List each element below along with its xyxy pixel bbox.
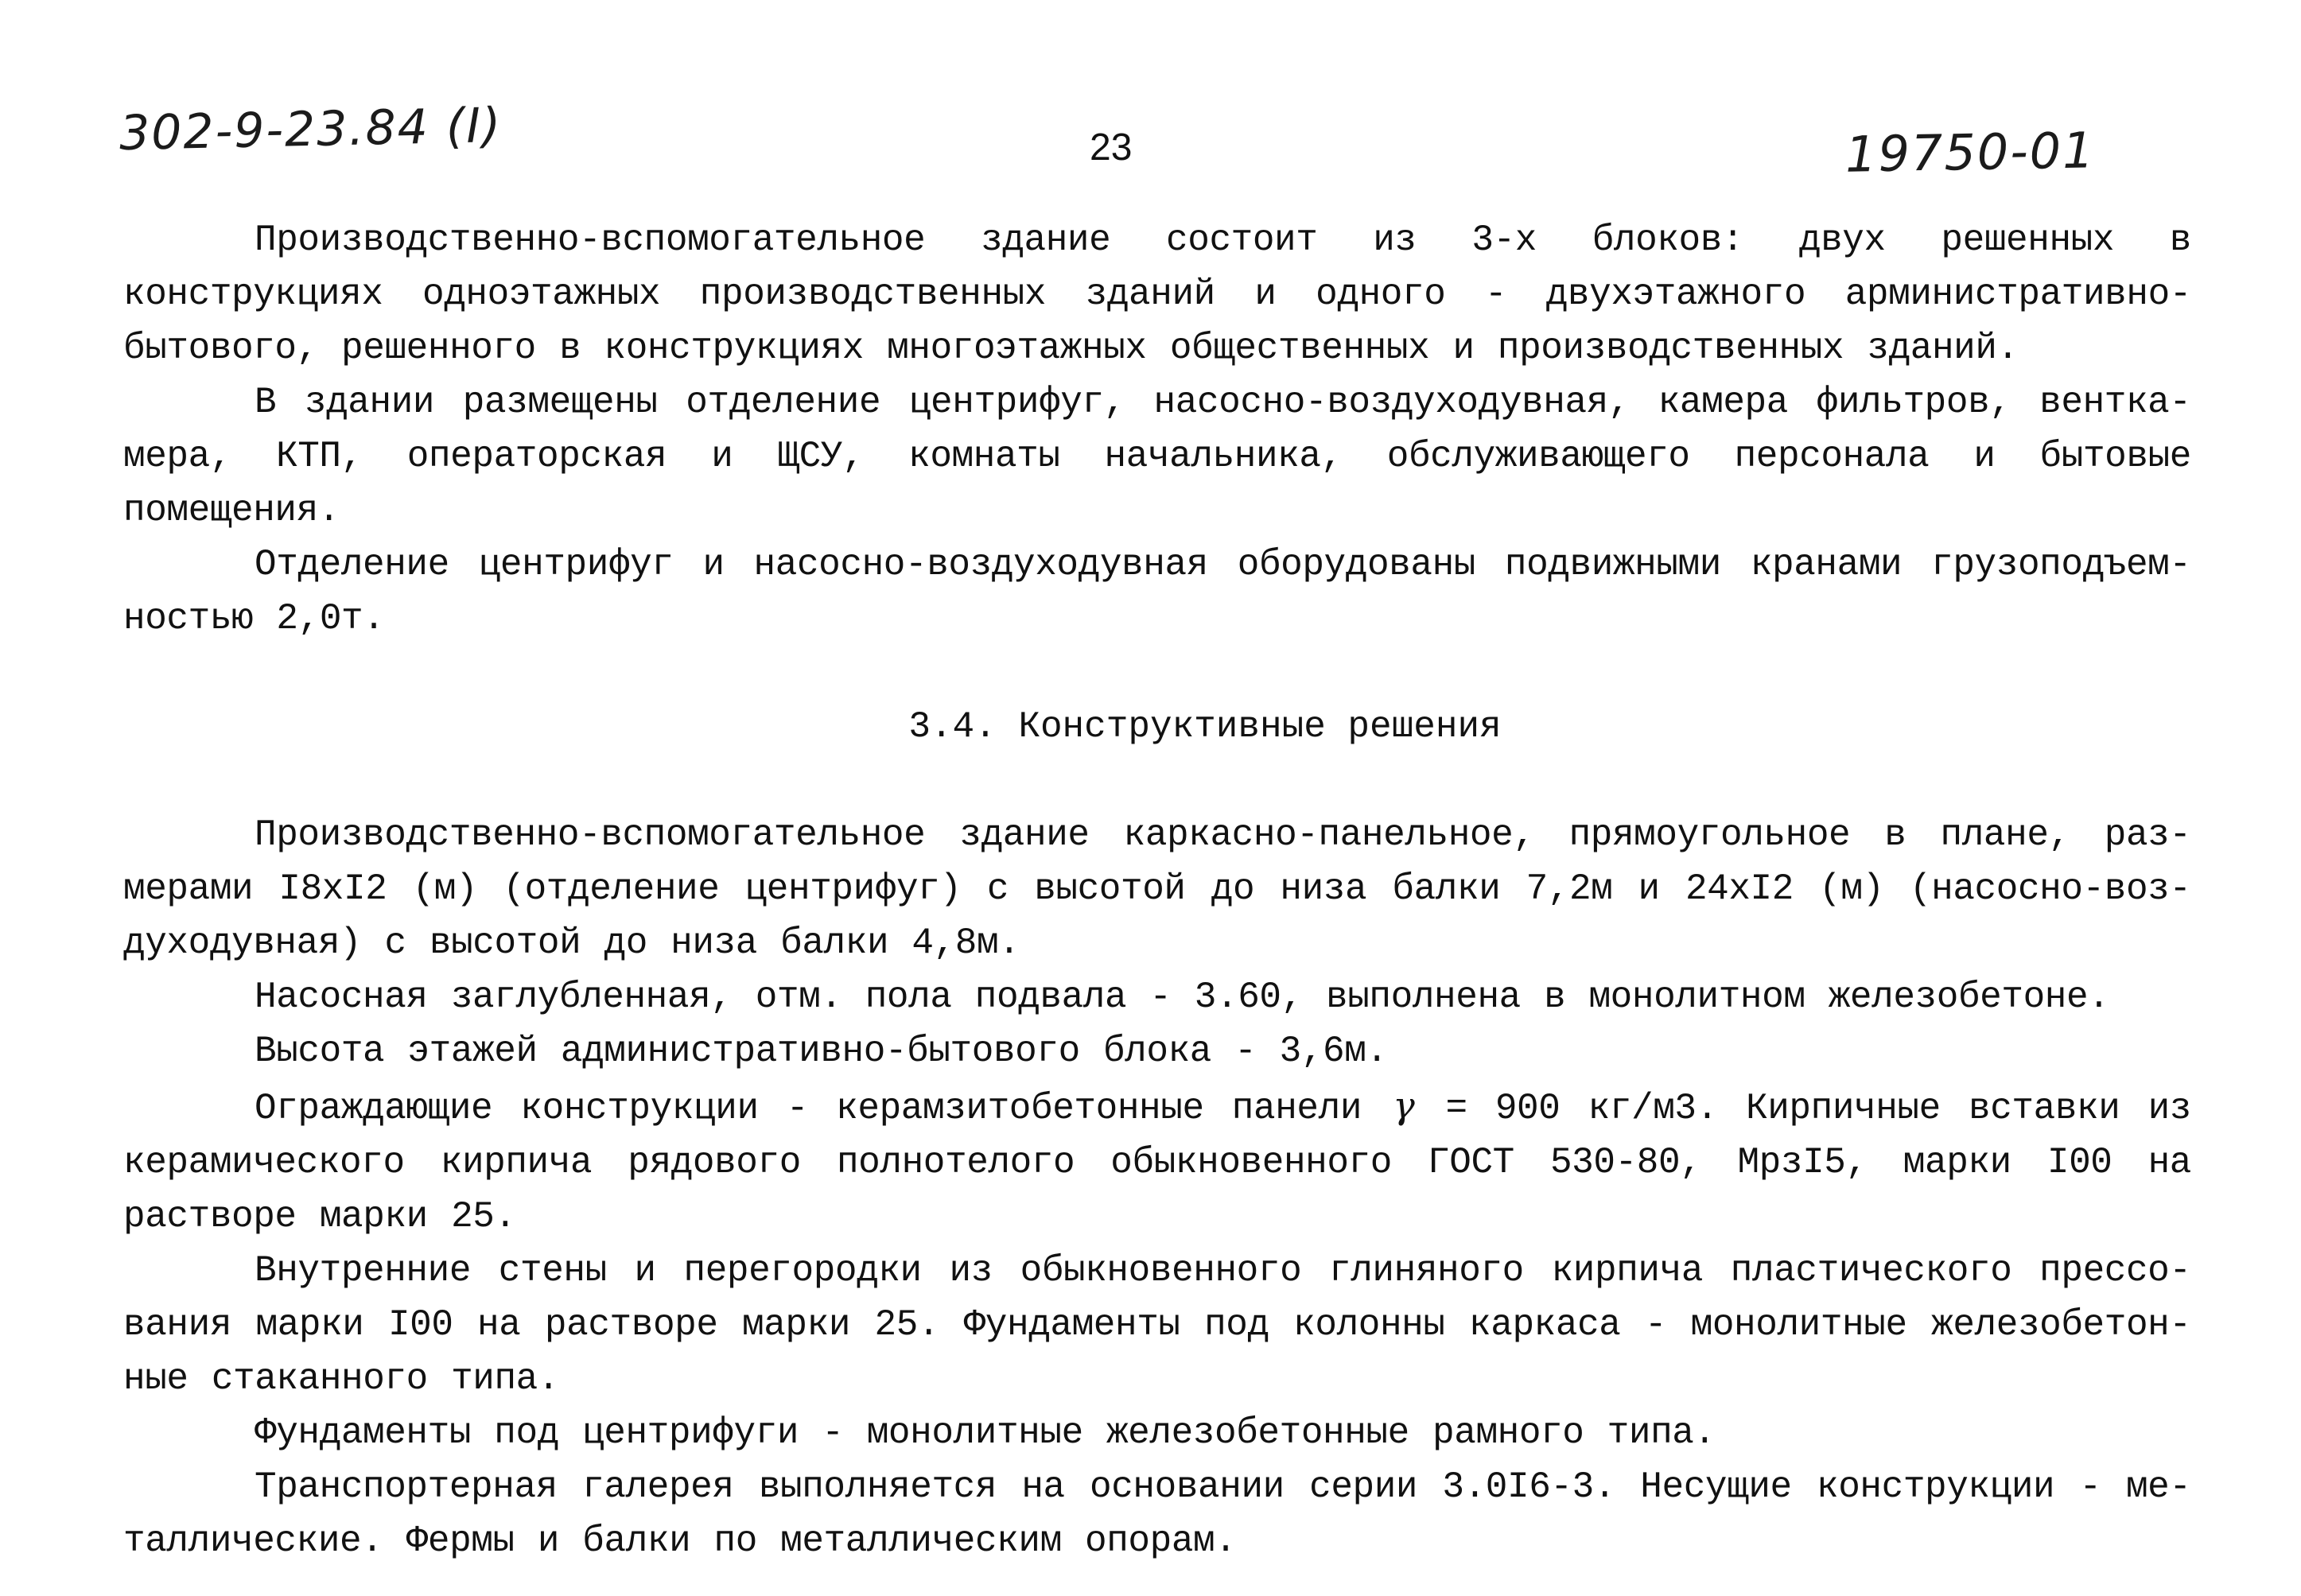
enclosing-text-start: Ограждающие конструкции - керамзитобетонные панели bbox=[255, 1088, 1362, 1129]
document-body bbox=[123, 213, 2191, 1568]
paragraph-floor-height: Высота этажей административно-бытового блока - 3,6м. bbox=[255, 1031, 1388, 1072]
section-title: 3.4. Конструктивные решения bbox=[908, 706, 1502, 748]
gamma-density-symbol: γ bbox=[1393, 1084, 1415, 1127]
paragraph-building-rooms: В здании размещены отделение центрифуг, насосно-воздуходувная, камера фильтров, венткамера, КТП, операторская и ЩСУ, комнаты начальника, обслуживающего персонала и бытовые помещения. bbox=[123, 382, 2191, 531]
handwritten-doc-code: 302-9-23.84 (I) bbox=[119, 97, 503, 162]
handwritten-archive-number: 19750-01 bbox=[1844, 121, 2097, 184]
paragraph-pump-room: Насосная заглубленная, отм. пола подвала - 3.60, выполнена в монолитном железобетоне. bbox=[255, 977, 2110, 1018]
paragraph-centrifuge-foundations: Фундаменты под центрифуги - монолитные железобетонные рамного типа. bbox=[255, 1412, 1716, 1454]
page-number: 23 bbox=[1090, 126, 1133, 169]
paragraph-cranes: Отделение центрифуг и насосно-воздуходувная оборудованы подвижными кранами грузоподъемностью 2,0т. bbox=[123, 544, 2191, 639]
paragraph-enclosing-structures bbox=[123, 1078, 2191, 1244]
paragraph-frame-dimensions: Производственно-вспомогательное здание каркасно-панельное, прямоугольное в плане, размерами I8xI2 (м) (отделение центрифуг) с высотой до низа балки 7,2м и 24xI2 (м) (насосно-воздуходувная) с высотой до низа балки 4,8м. bbox=[123, 814, 2191, 964]
paragraph-building-blocks: Производственно-вспомогательное здание состоит из 3-х блоков: двух решенных в конструкциях одноэтажных производственных зданий и одного - двухэтажного арминистративно-бытового, решенного в конструкциях многоэтажных общественных и производственных зданий. bbox=[123, 219, 2191, 369]
paragraph-inner-walls: Внутренние стены и перегородки из обыкновенного глиняного кирпича пластического прессования марки I00 на растворе марки 25. Фундаменты под колонны каркаса - монолитные железобетонные стаканного типа. bbox=[123, 1250, 2191, 1400]
enclosing-text-end: = 900 кг/м3. Кирпичные вставки из керамического кирпича рядового полнотелого обыкновенного ГОСТ 530-80, МрзI5, марки I00 на растворе марки 25. bbox=[123, 1088, 2191, 1237]
paragraph-conveyor-gallery: Транспортерная галерея выполняется на основании серии 3.0I6-3. Несущие конструкции - металлические. Фермы и балки по металлическим опорам. bbox=[123, 1466, 2191, 1562]
